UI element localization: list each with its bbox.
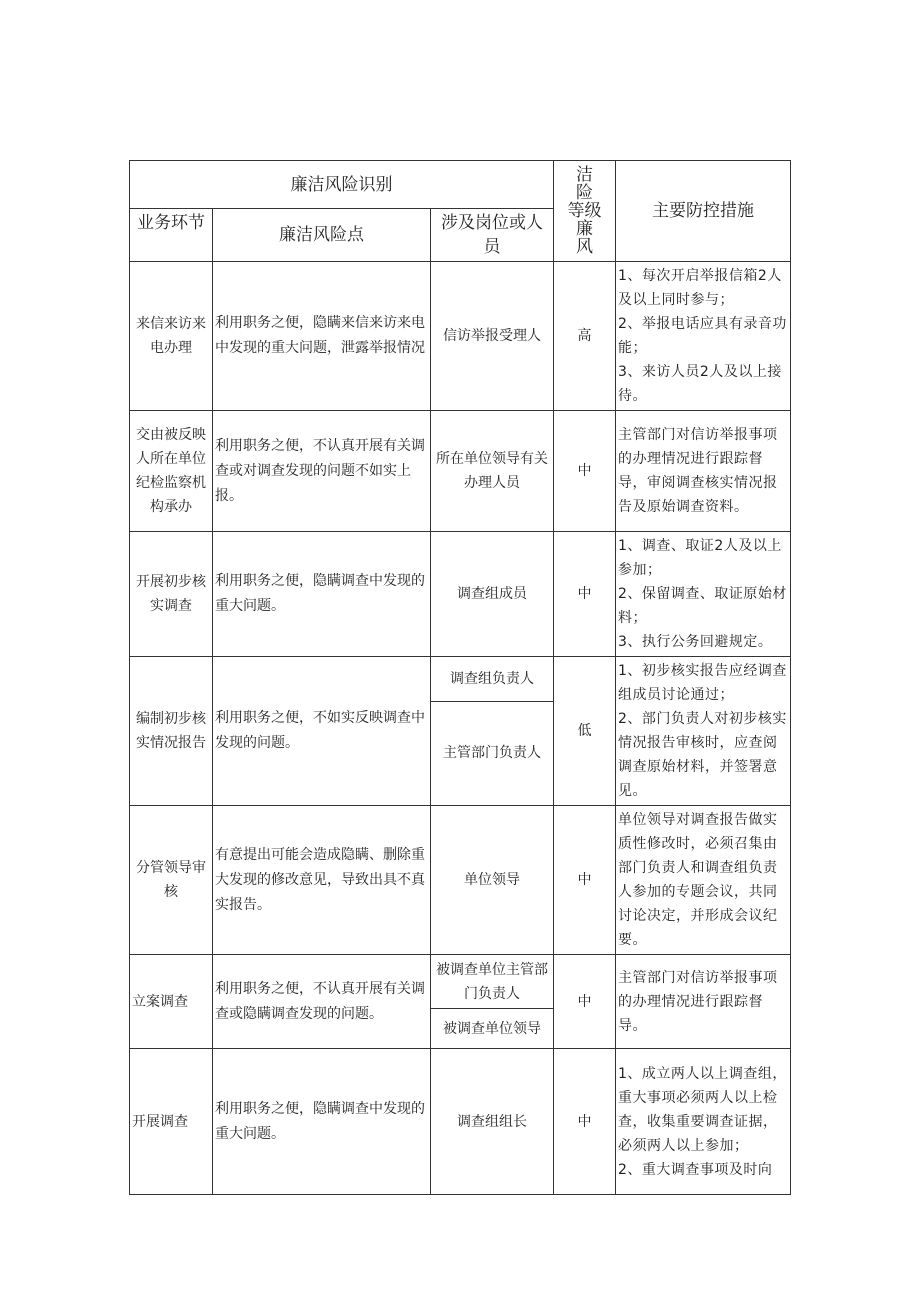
risk-cell: 利用职务之便，不认真开展有关调查或隐瞒调查发现的问题。 bbox=[213, 955, 431, 1049]
measures-title: 主要防控措施 bbox=[616, 161, 791, 262]
measure-item: 2、重大调查事项及时向 bbox=[618, 1161, 773, 1178]
level-title-line: 等级 bbox=[567, 201, 602, 221]
risk-title: 廉洁风险点 bbox=[213, 209, 431, 262]
role-title-line: 涉及岗位或人 bbox=[441, 213, 543, 233]
stage-cell: 交由被反映人所在单位纪检监察机构承办 bbox=[130, 411, 213, 532]
stage-cell: 开展调查 bbox=[130, 1049, 213, 1195]
stage-cell: 编制初步核实情况报告 bbox=[130, 657, 213, 806]
measures-cell bbox=[616, 262, 791, 411]
measures-cell bbox=[616, 806, 791, 955]
table-row bbox=[130, 806, 791, 955]
risk-cell: 利用职务之便，不如实反映调查中发现的问题。 bbox=[213, 657, 431, 806]
measure-item: 2、部门负责人对初步核实情况报告审核时，应查阅调查原始材料，并签署意见。 bbox=[618, 711, 787, 799]
measures-cell bbox=[616, 532, 791, 657]
risk-cell: 利用职务之便，隐瞒来信来访来电中发现的重大问题，泄露举报情况 bbox=[213, 262, 431, 411]
level-cell: 低 bbox=[554, 657, 616, 806]
risk-table bbox=[129, 160, 791, 1195]
table-row bbox=[130, 411, 791, 532]
role-cell: 单位领导 bbox=[431, 806, 554, 955]
stage-title: 业务环节 bbox=[130, 209, 213, 262]
stage-cell: 分管领导审核 bbox=[130, 806, 213, 955]
risk-cell: 利用职务之便，隐瞒调查中发现的重大问题。 bbox=[213, 1049, 431, 1195]
role-cell: 被调查单位领导 bbox=[431, 1009, 554, 1049]
stage-cell: 来信来访来电办理 bbox=[130, 262, 213, 411]
level-cell: 中 bbox=[554, 806, 616, 955]
role-cell: 所在单位领导有关办理人员 bbox=[431, 411, 554, 532]
measures-cell bbox=[616, 955, 791, 1049]
role-cell: 调查组成员 bbox=[431, 532, 554, 657]
stage-cell: 立案调查 bbox=[130, 955, 213, 1049]
measure-item: 主管部门对信访举报事项的办理情况进行跟踪督导，审阅调查核实情况报告及原始调查资料。 bbox=[618, 427, 778, 515]
table-row bbox=[130, 262, 791, 411]
level-cell: 中 bbox=[554, 955, 616, 1049]
level-title bbox=[554, 161, 616, 262]
role-title bbox=[431, 209, 554, 262]
measures-cell bbox=[616, 411, 791, 532]
measure-item: 1、成立两人以上调查组，重大事项必须两人以上检查，收集重要调查证据，必须两人以上参加； bbox=[618, 1065, 787, 1154]
measures-cell bbox=[616, 657, 791, 806]
level-title-line: 廉 bbox=[576, 219, 593, 239]
role-cell: 调查组负责人 bbox=[431, 657, 554, 702]
measure-item: 2、举报电话应具有录音功能； bbox=[618, 316, 787, 356]
measure-item: 2、保留调查、取证原始材料； bbox=[618, 586, 787, 626]
measure-item: 3、执行公务回避规定。 bbox=[618, 634, 773, 650]
risk-cell: 利用职务之便，不认真开展有关调查或对调查发现的问题不如实上报。 bbox=[213, 411, 431, 532]
level-cell: 中 bbox=[554, 1049, 616, 1195]
role-cell: 被调查单位主管部门负责人 bbox=[431, 955, 554, 1009]
risk-cell: 利用职务之便，隐瞒调查中发现的重大问题。 bbox=[213, 532, 431, 657]
level-cell: 中 bbox=[554, 532, 616, 657]
role-cell: 主管部门负责人 bbox=[431, 701, 554, 805]
measure-item: 单位领导对调查报告做实质性修改时，必须召集由部门负责人和调查组负责人参加的专题会议，共同讨论决定，并形成会议纪要。 bbox=[618, 812, 778, 948]
measure-item: 1、每次开启举报信箱2人及以上同时参与； bbox=[618, 268, 782, 308]
table-row bbox=[130, 657, 791, 702]
level-title-line: 风 bbox=[576, 237, 593, 257]
stage-cell: 开展初步核实调查 bbox=[130, 532, 213, 657]
table-row bbox=[130, 955, 791, 1009]
measure-item: 3、来访人员2人及以上接待。 bbox=[618, 364, 782, 404]
table-row bbox=[130, 532, 791, 657]
group-title: 廉洁风险识别 bbox=[130, 161, 554, 209]
level-title-line: 洁 bbox=[576, 165, 593, 185]
role-title-line: 员 bbox=[483, 237, 501, 257]
measures-cell bbox=[616, 1049, 791, 1195]
table-row bbox=[130, 1049, 791, 1195]
level-cell: 中 bbox=[554, 411, 616, 532]
role-cell: 信访举报受理人 bbox=[431, 262, 554, 411]
role-cell: 调查组组长 bbox=[431, 1049, 554, 1195]
risk-cell: 有意提出可能会造成隐瞒、删除重大发现的修改意见，导致出具不真实报告。 bbox=[213, 806, 431, 955]
level-title-line: 险 bbox=[576, 183, 593, 203]
measure-item: 主管部门对信访举报事项的办理情况进行跟踪督导。 bbox=[618, 969, 778, 1034]
measure-item: 1、调查、取证2人及以上参加； bbox=[618, 538, 782, 578]
measure-item: 1、初步核实报告应经调查组成员讨论通过； bbox=[618, 663, 787, 703]
level-cell: 高 bbox=[554, 262, 616, 411]
